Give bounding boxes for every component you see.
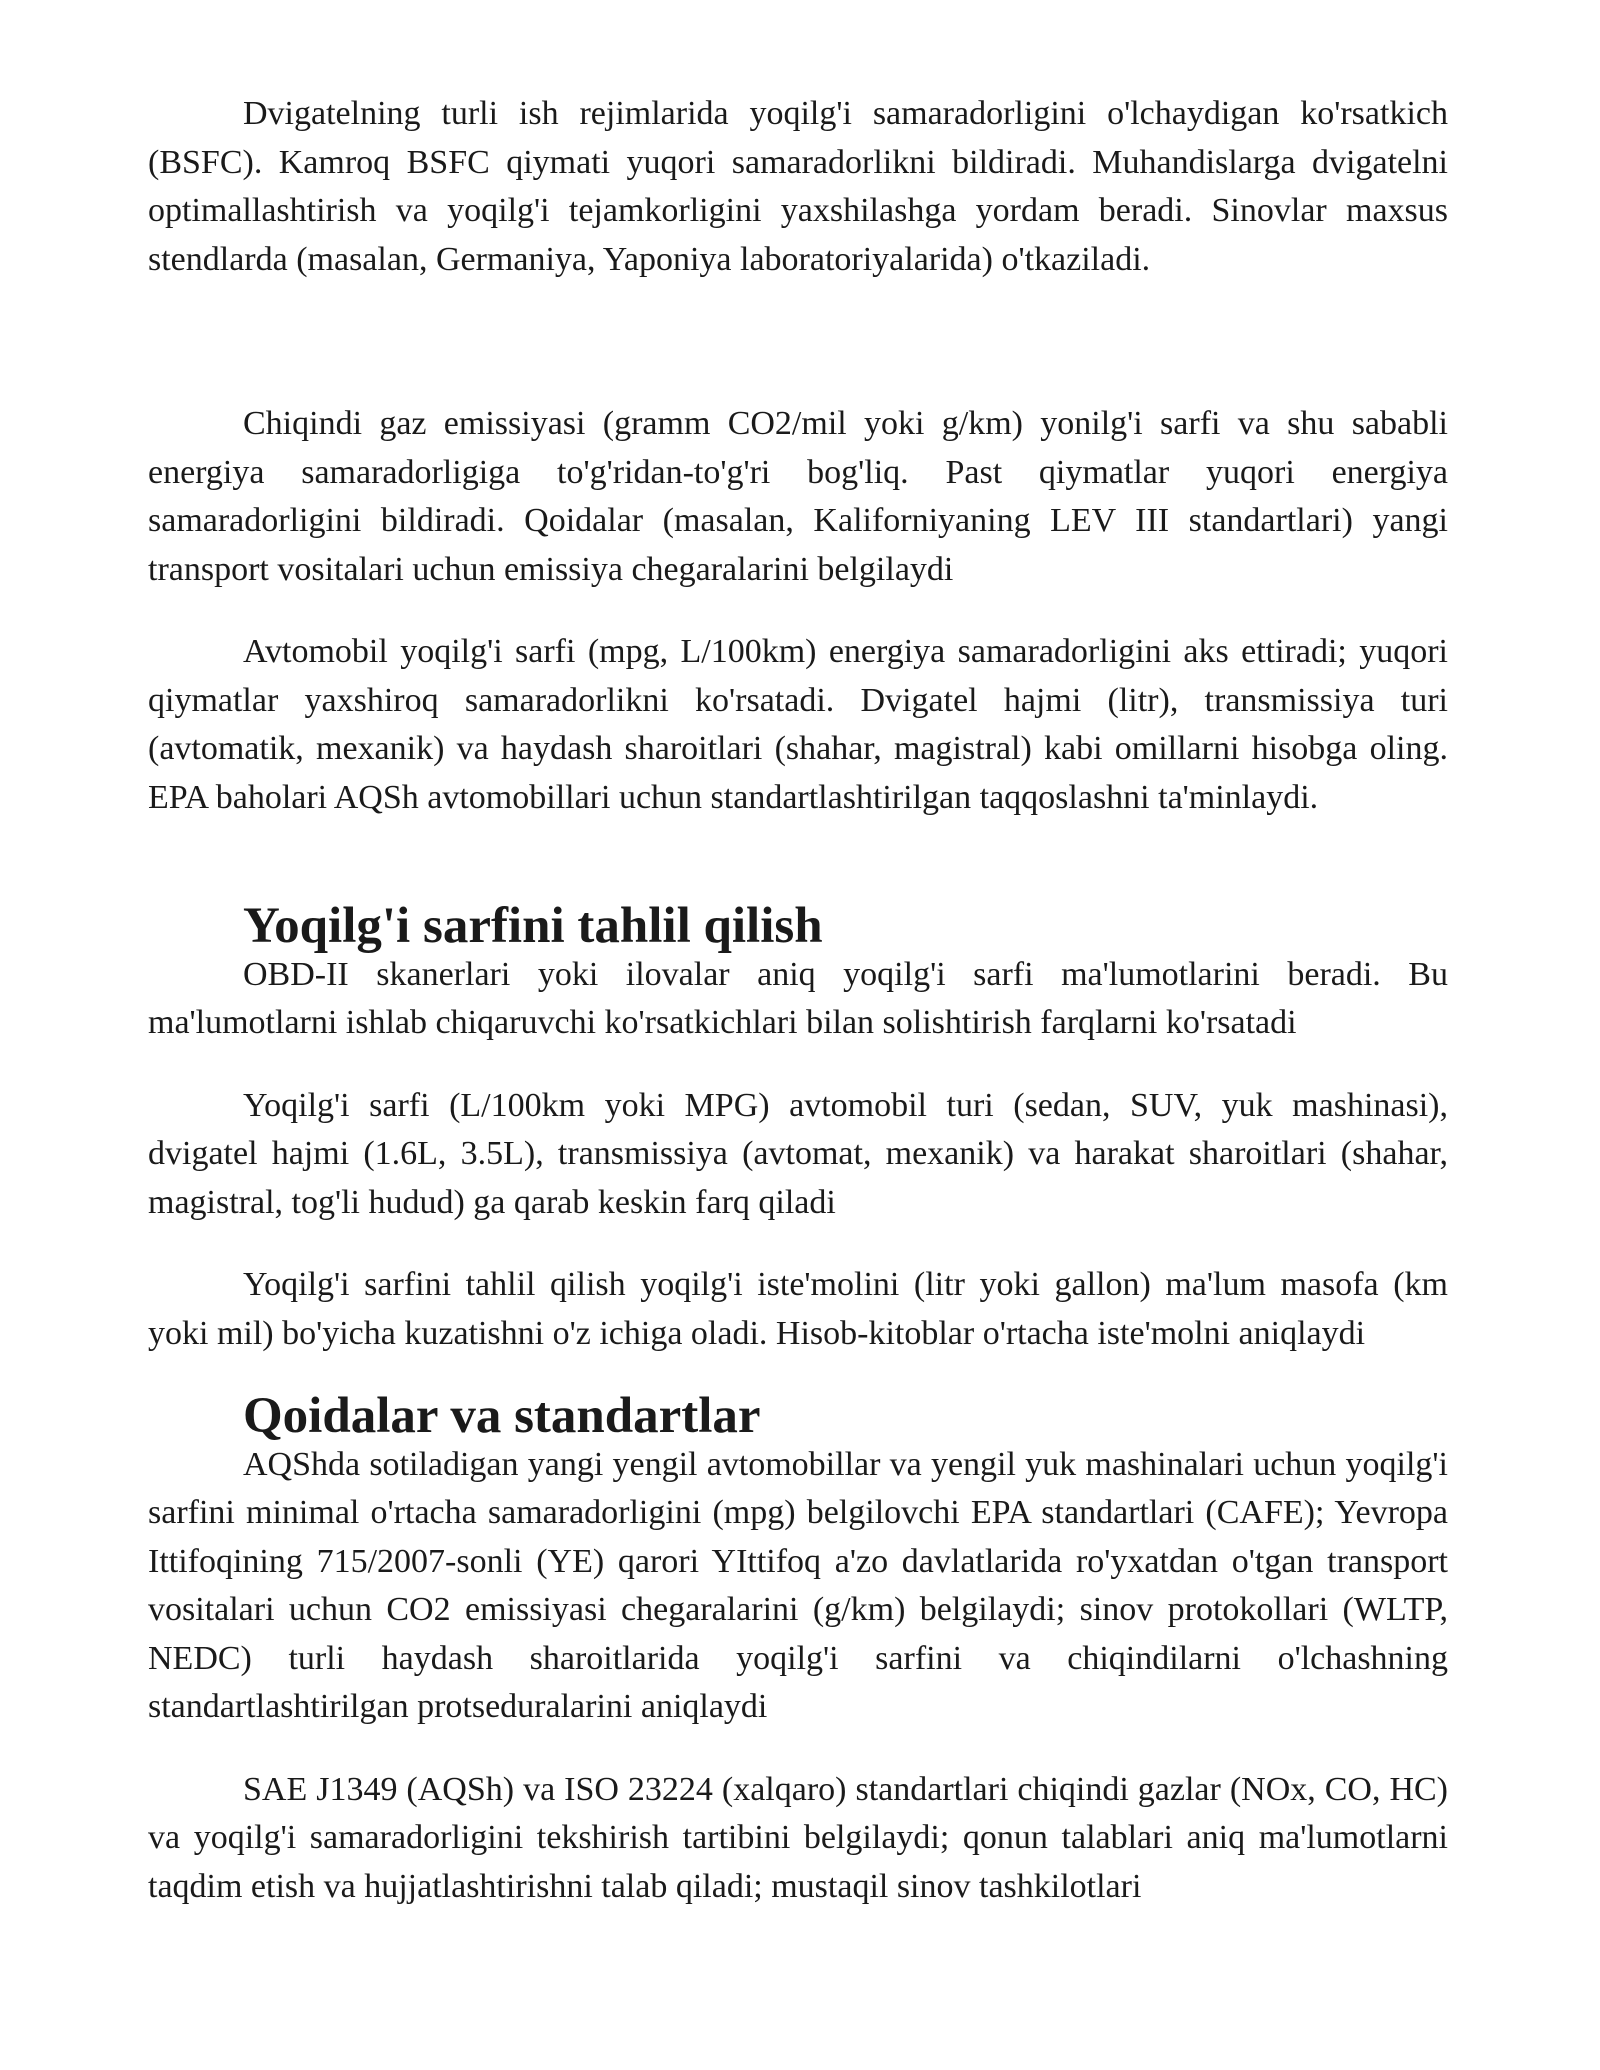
paragraph-bsfc: Dvigatelning turli ish rejimlarida yoqilg'i samaradorligini o'lchaydigan ko'rsatkich (BSFC). Kamroq BSFC qiymati yuqori samaradorlikni bildiradi. Muhandislarga dvigatelni optimallashtirish va yoqilg'i tejamkorligini yaxshilashga yordam beradi. Sinovlar maxsus stendlarda (masalan, Germaniya, Yaponiya laboratoriyalarida) o'tkaziladi. <box>148 95 1448 278</box>
paragraph-vehicle-types: Yoqilg'i sarfi (L/100km yoki MPG) avtomobil turi (sedan, SUV, yuk mashinasi), dvigatel hajmi (1.6L, 3.5L), transmissiya (avtomat, mexanik) va harakat sharoitlari (shahar, magistral, tog'li hudud) ga qarab keskin farq qiladi <box>148 1086 1448 1221</box>
paragraph-obd-scanners: OBD-II skanerlari yoki ilovalar aniq yoqilg'i sarfi ma'lumotlarini beradi. Bu ma'lumotlarni ishlab chiqaruvchi ko'rsatkichlari bilan solishtirish farqlarni ko'rsatadi <box>148 955 1448 1041</box>
paragraph-sae-iso: SAE J1349 (AQSh) va ISO 23224 (xalqaro) standartlari chiqindi gazlar (NOx, CO, HC) va yoqilg'i samaradorligini tekshirish tartibini belgilaydi; qonun talablari aniq ma'lumotlarni taqdim etish va hujjatlashtirishni talab qiladi; mustaqil sinov tashkilotlari <box>148 1770 1448 1905</box>
section-heading-regulations: Qoidalar va standartlar <box>243 1388 761 1444</box>
paragraph-fuel-consumption: Avtomobil yoqilg'i sarfi (mpg, L/100km) energiya samaradorligini aks ettiradi; yuqori qiymatlar yaxshiroq samaradorlikni ko'rsatadi. Dvigatel hajmi (litr), transmissiya turi (avtomatik, mexanik) va haydash sharoitlari (shahar, magistral) kabi omillarni hisobga oling. EPA baholari AQSh avtomobillari uchun standartlashtirilgan taqqoslashni ta'minlaydi. <box>148 633 1448 816</box>
paragraph-epa-cafe: AQShda sotiladigan yangi yengil avtomobillar va yengil yuk mashinalari uchun yoqilg'i sarfini minimal o'rtacha samaradorligini (mpg) belgilovchi EPA standartlari (CAFE); Yevropa Ittifoqining 715/2007-sonli (YE) qarori YIttifoq a'zo davlatlarida ro'yxatdan o'tgan transport vositalari uchun CO2 emissiyasi chegaralarini (g/km) belgilaydi; sinov protokollari (WLTP, NEDC) turli haydash sharoitlarida yoqilg'i sarfini va chiqindilarni o'lchashning standartlashtirilgan protseduralarini aniqlaydi <box>148 1445 1448 1725</box>
document-page <box>148 90 1448 1911</box>
paragraph-consumption-tracking: Yoqilg'i sarfini tahlil qilish yoqilg'i iste'molini (litr yoki gallon) ma'lum masofa (km yoki mil) bo'yicha kuzatishni o'z ichiga oladi. Hisob-kitoblar o'rtacha iste'molni aniqlaydi <box>148 1266 1448 1352</box>
paragraph-emissions: Chiqindi gaz emissiyasi (gramm CO2/mil yoki g/km) yonilg'i sarfi va shu sababli energiya samaradorligiga to'g'ridan-to'g'ri bog'liq. Past qiymatlar yuqori energiya samaradorligini bildiradi. Qoidalar (masalan, Kaliforniyaning LEV III standartlari) yangi transport vositalari uchun emissiya chegaralarini belgilaydi <box>148 405 1448 588</box>
section-heading-fuel-analysis: Yoqilg'i sarfini tahlil qilish <box>243 898 823 954</box>
